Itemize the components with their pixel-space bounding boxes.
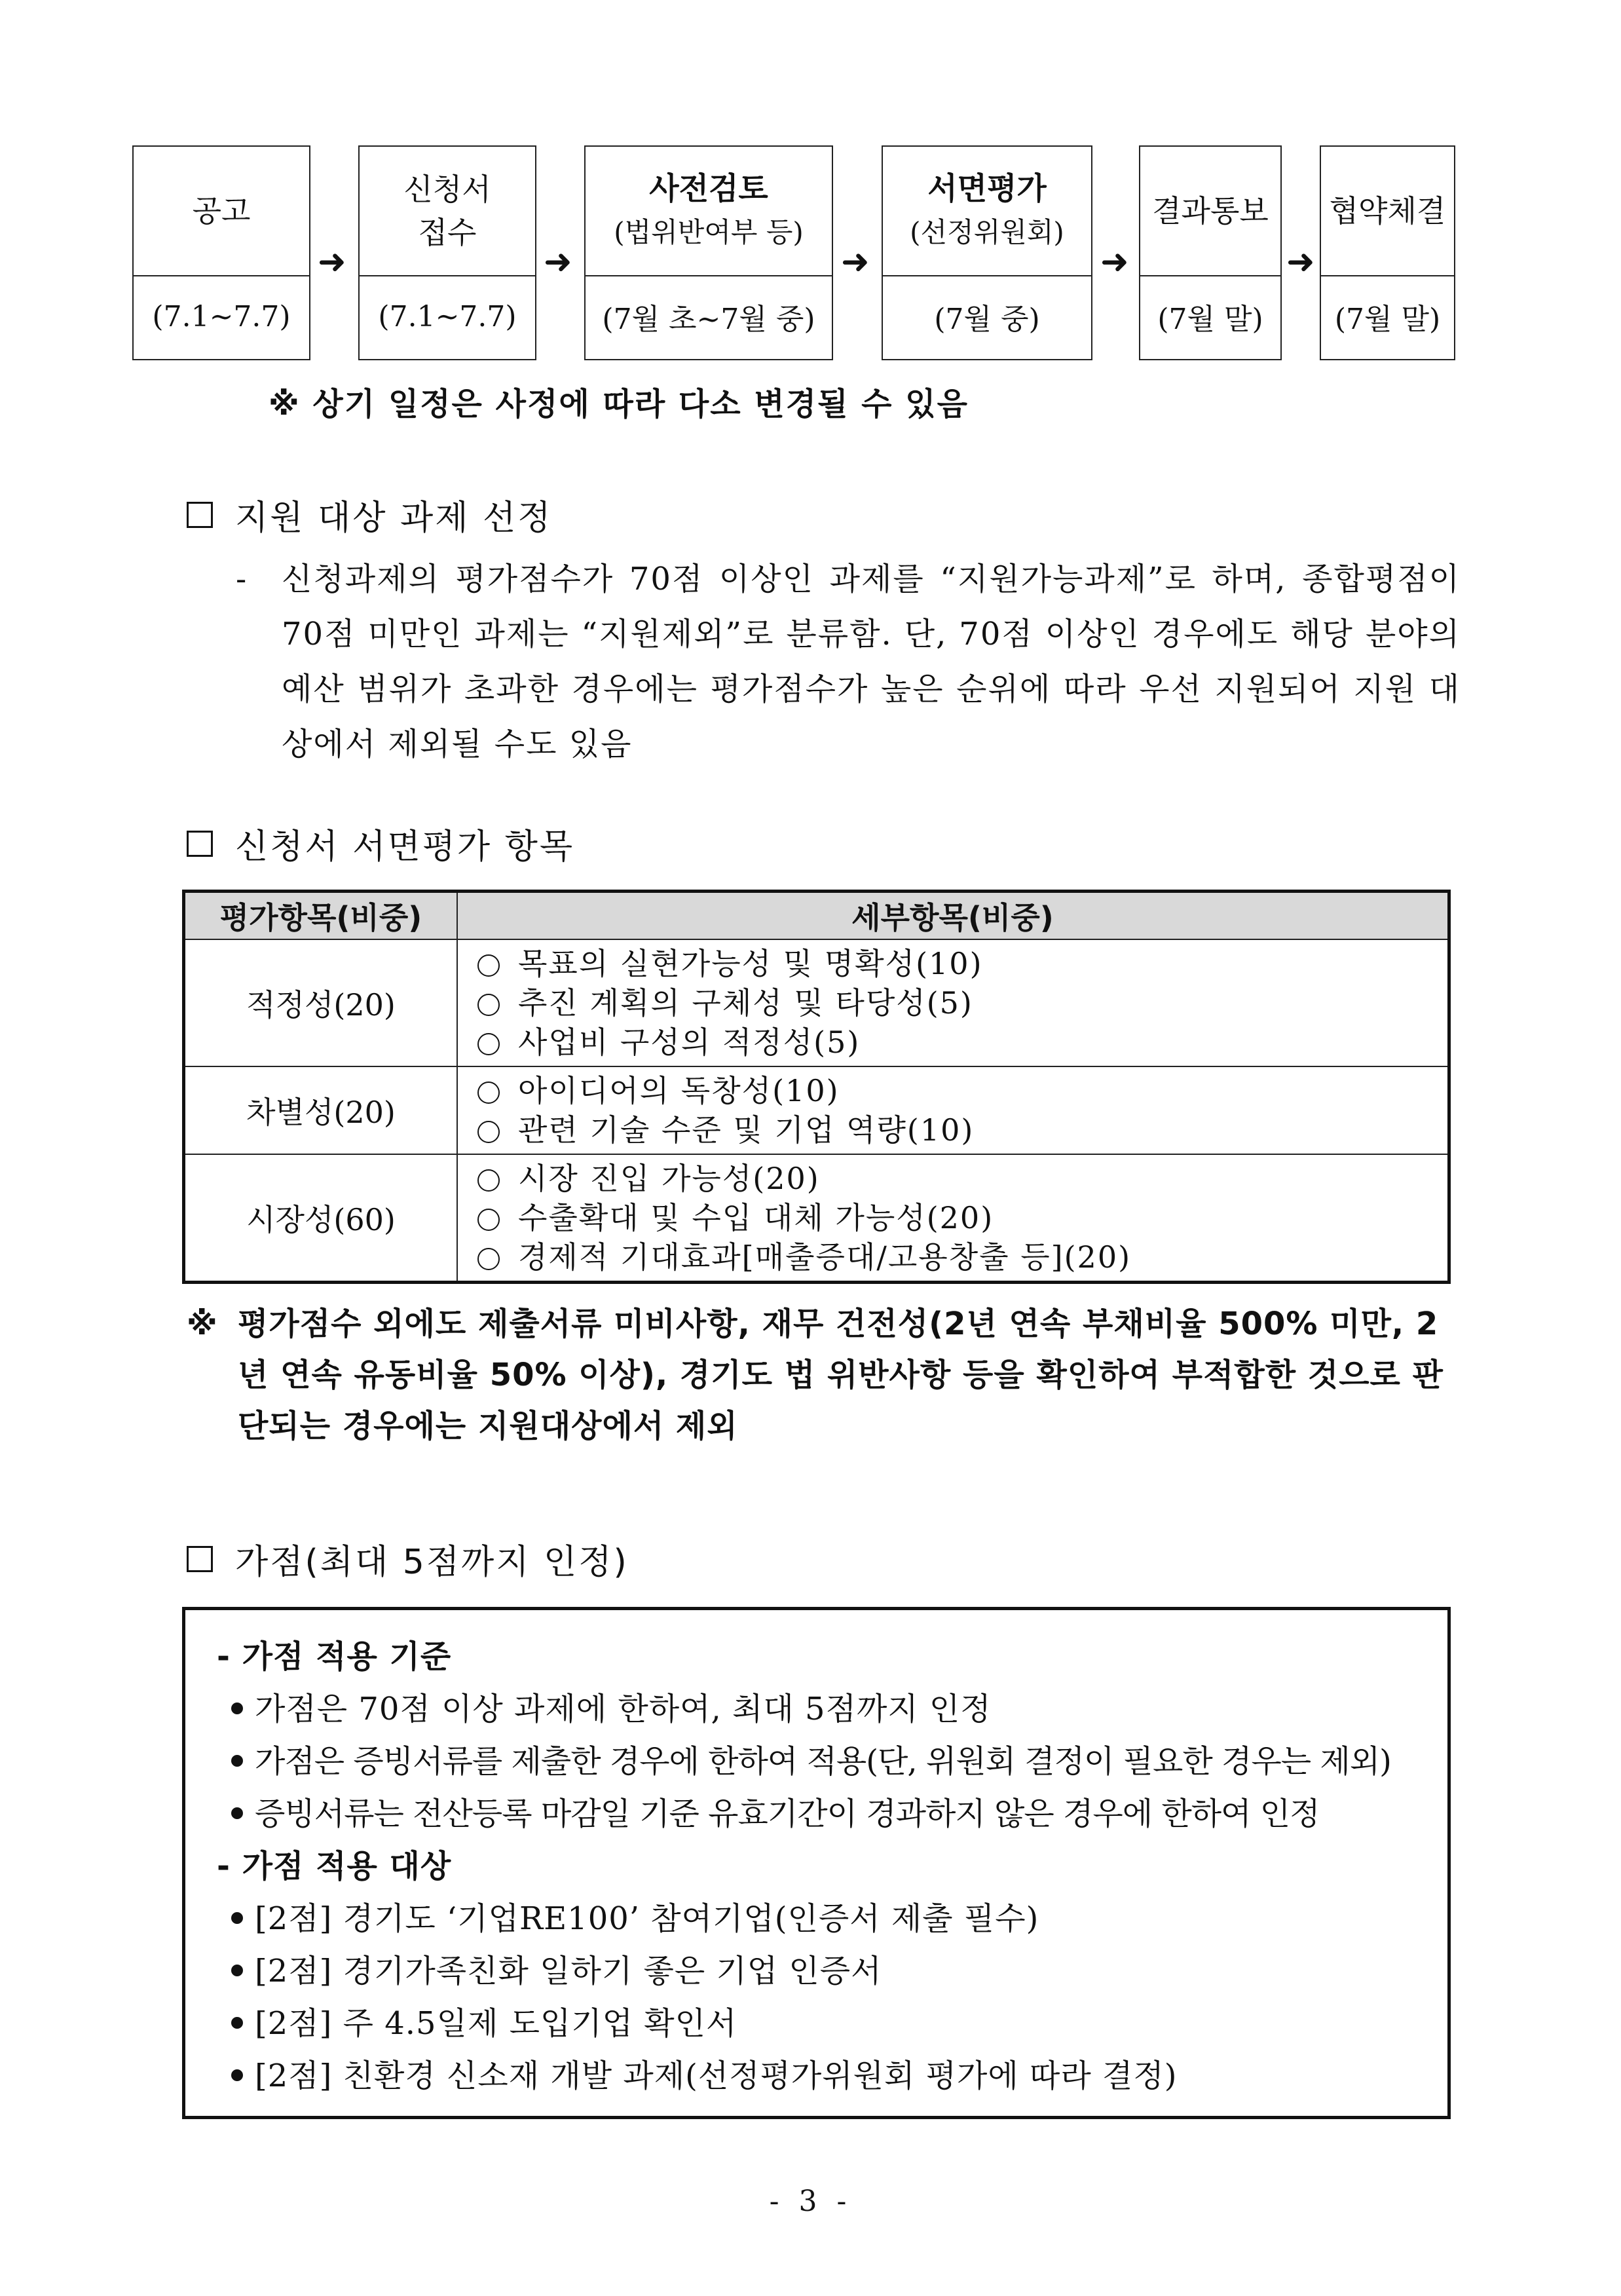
evaluation-table [182, 890, 1451, 1284]
step-pre-review [584, 145, 833, 360]
circle-icon [477, 1248, 500, 1270]
step-label: 사전검토 [649, 171, 768, 207]
list-item: 시장 진입 가능성(20) [477, 1159, 1447, 1198]
list-item: 아이디어의 독창성(10) [477, 1071, 1447, 1110]
arrow-icon: ➜ [318, 242, 346, 282]
column-header: 평가항목(비중) [184, 892, 458, 940]
list-item: 증빙서류는 전산등록 마감일 기준 유효기간이 경과하지 않은 경우에 한하여 인정 [231, 1788, 1319, 1834]
step-sublabel: (법위반여부 등) [614, 216, 804, 248]
step-label: 공고 [192, 193, 251, 229]
paragraph-text: 신청과제의 평가점수가 70점 이상인 과제를 “지원가능과제”로 하며, 종합평점이 70점 미만인 과제는 “지원제외”로 분류함. 단, 70점 이상인 경우에도 해당 분야의 예산 범위가 초과한 경우에는 평가점수가 높은 순위에 따라 우선 지원되어 지원 대상에서 제외될 수도 있음 [282, 561, 1461, 762]
step-agreement [1320, 145, 1455, 360]
list-item: 사업비 구성의 적정성(5) [477, 1023, 1447, 1062]
table-row [184, 1066, 1449, 1154]
list-item: 가점은 70점 이상 과제에 한하여, 최대 5점까지 인정 [231, 1684, 992, 1729]
section-heading [187, 1534, 629, 1583]
step-date: (7월 초~7월 중) [602, 303, 815, 336]
circle-icon [477, 1082, 500, 1104]
step-label: 협약체결 [1329, 193, 1446, 229]
list-item: 수출확대 및 수입 대체 가능성(20) [477, 1198, 1447, 1237]
step-document-review [882, 145, 1092, 360]
category-cell: 시장성(60) [184, 1154, 458, 1283]
step-label: 결과통보 [1152, 193, 1269, 229]
list-item: 목표의 실현가능성 및 명확성(10) [477, 944, 1447, 983]
category-cell: 차별성(20) [184, 1066, 458, 1154]
bullet-icon [231, 1807, 243, 1819]
arrow-icon: ➜ [1100, 242, 1129, 282]
circle-icon [477, 1209, 500, 1231]
criteria-title: - 가점 적용 기준 [217, 1638, 452, 1675]
circle-icon [477, 994, 500, 1016]
circle-icon [477, 1121, 500, 1143]
targets-title: - 가점 적용 대상 [217, 1848, 452, 1885]
step-result-notice [1139, 145, 1282, 360]
arrow-icon: ➜ [544, 242, 572, 282]
table-header-row [184, 892, 1449, 940]
list-item: [2점] 경기도 ‘기업RE100’ 참여기업(인증서 제출 필수) [231, 1893, 1039, 1938]
bullet-icon [231, 2017, 243, 2029]
step-label: 접수 [418, 215, 477, 250]
list-item: [2점] 주 4.5일제 도입기업 확인서 [231, 1998, 737, 2043]
step-date: (7.1~7.7) [152, 299, 291, 333]
step-date: (7월 중) [934, 303, 1040, 336]
column-header: 세부항목(비중) [457, 892, 1449, 940]
circle-icon [477, 954, 500, 977]
dash-marker: - [236, 561, 248, 597]
bullet-icon [231, 2069, 243, 2081]
step-date: (7월 말) [1334, 303, 1441, 336]
note-text: 평가점수 외에도 제출서류 미비사항, 재무 건전성(2년 연속 부채비율 500% 미만, 2년 연속 유동비율 50% 이상), 경기도 법 위반사항 등을 확인하여 부적합한 것으로 판단되는 경우에는 지원대상에서 제외 [238, 1306, 1444, 1444]
section-heading [187, 490, 552, 539]
section1-paragraph [236, 552, 1461, 772]
items-cell [457, 1154, 1449, 1283]
step-application [358, 145, 536, 360]
evaluation-note [187, 1298, 1457, 1452]
arrow-icon: ➜ [841, 242, 870, 282]
list-item: 가점은 증빙서류를 제출한 경우에 한하여 적용(단, 위원회 결정이 필요한 경우는 제외) [231, 1736, 1391, 1781]
section-title: 가점(최대 5점까지 인정) [235, 1543, 629, 1582]
schedule-note: ※ 상기 일정은 사정에 따라 다소 변경될 수 있음 [269, 386, 969, 423]
section-title: 지원 대상 과제 선정 [235, 499, 553, 538]
bonus-box [182, 1607, 1451, 2119]
circle-icon [477, 1169, 500, 1192]
list-item: [2점] 경기가족친화 일하기 좋은 기업 인증서 [231, 1946, 882, 1991]
schedule-flow [132, 145, 1455, 362]
table-row [184, 939, 1449, 1066]
list-item: 경제적 기대효과[매출증대/고용창출 등](20) [477, 1237, 1447, 1277]
page-number: - 3 - [769, 2185, 852, 2218]
section-heading [187, 819, 574, 868]
section-title: 신청서 서면평가 항목 [235, 827, 575, 867]
step-date: (7월 말) [1157, 303, 1263, 336]
note-mark: ※ [187, 1306, 218, 1342]
step-announcement [132, 145, 310, 360]
checkbox-icon [187, 831, 213, 857]
step-label: 서면평가 [927, 171, 1047, 207]
items-cell [457, 1066, 1449, 1154]
checkbox-icon [187, 1546, 213, 1572]
arrow-icon: ➜ [1286, 242, 1315, 282]
list-item: 추진 계획의 구체성 및 타당성(5) [477, 983, 1447, 1023]
checkbox-icon [187, 502, 213, 528]
step-date: (7.1~7.7) [378, 299, 517, 333]
step-label: 신청서 [403, 172, 491, 207]
table-row [184, 1154, 1449, 1283]
bullet-icon [231, 1703, 243, 1714]
bullet-icon [231, 1912, 243, 1924]
bullet-icon [231, 1755, 243, 1767]
list-item: [2점] 친환경 신소재 개발 과제(선정평가위원회 평가에 따라 결정) [231, 2050, 1177, 2096]
bullet-icon [231, 1965, 243, 1976]
circle-icon [477, 1033, 500, 1055]
step-sublabel: (선정위원회) [910, 216, 1064, 248]
category-cell: 적정성(20) [184, 939, 458, 1066]
list-item: 관련 기술 수준 및 기업 역량(10) [477, 1110, 1447, 1150]
items-cell [457, 939, 1449, 1066]
